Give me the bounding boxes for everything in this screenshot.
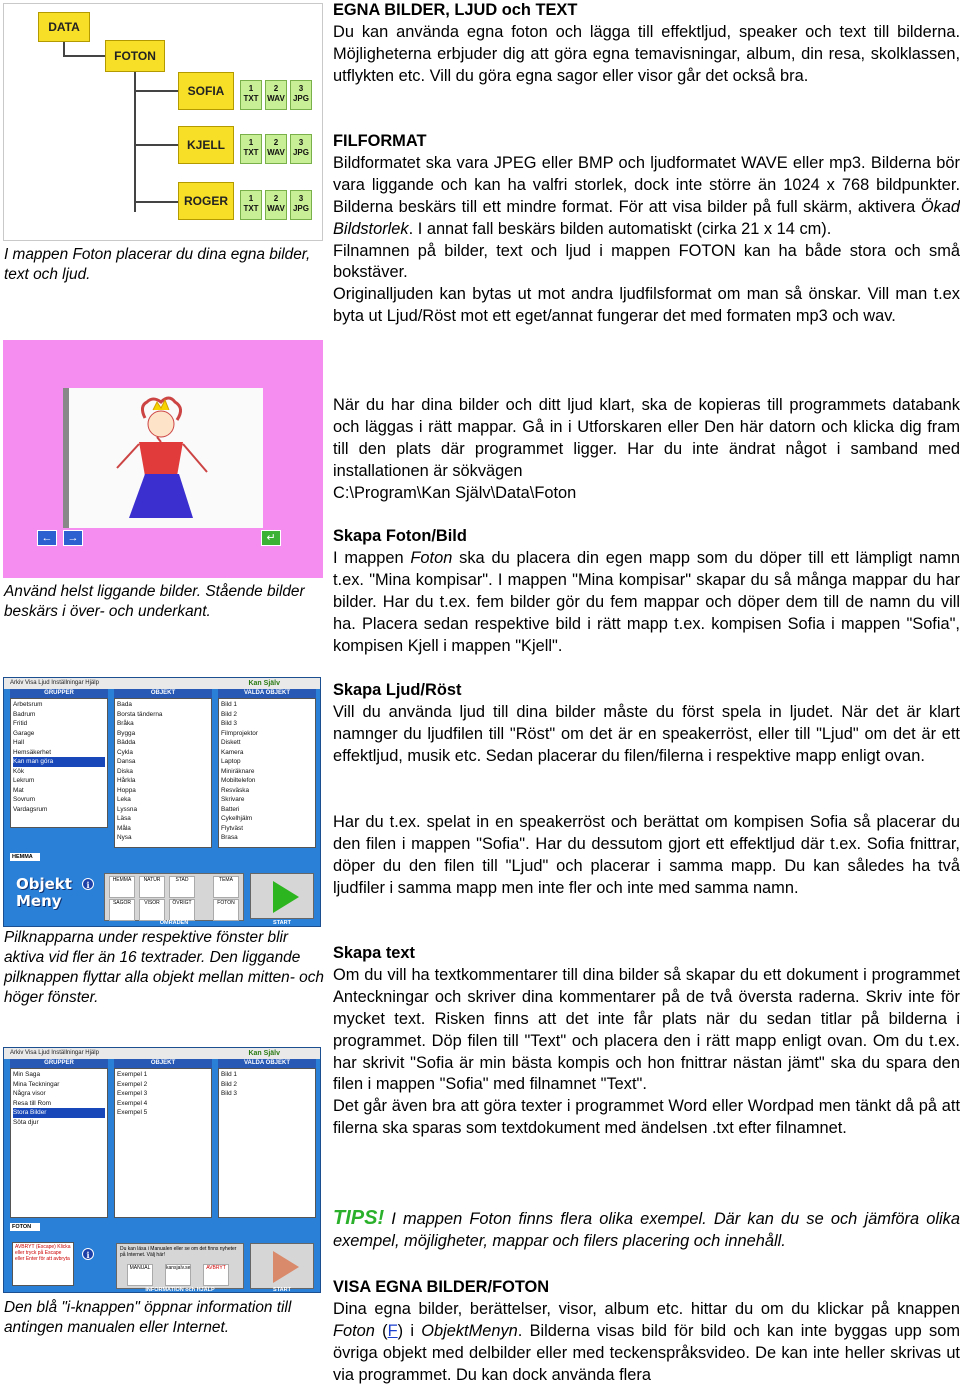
info-panel [116,1243,244,1289]
tile-wav: 2 WAV [265,134,287,164]
header-groups: GRUPPER [10,689,108,698]
object-item[interactable]: Bråka [117,720,134,727]
object-item[interactable]: Exempel 5 [117,1109,148,1116]
chosen-item[interactable]: Filmprojektor [221,729,258,737]
chosen-item[interactable]: Bild 1 [221,1071,237,1078]
group-item[interactable]: Min Saga [13,1071,40,1078]
chosen-item[interactable]: Bild 3 [221,720,237,727]
hemma-button[interactable]: HEMMA [109,876,135,898]
install-path: C:\Program\Kan Själv\Data\Foton [333,483,577,502]
group-item[interactable]: Sovrum [13,796,36,803]
area-label: FOTON [10,1223,40,1231]
tile-txt: 1 TXT [240,80,262,110]
chosen-item[interactable]: Bild 2 [221,1080,237,1088]
folder-sofia: SOFIA [178,72,234,110]
group-item[interactable]: Arbetsrum [13,701,43,708]
cancel-note: AVBRYT (Escape) Klicka eller tryck på Escape eller Enter för att avbryta [12,1242,74,1286]
section-intro [333,0,960,88]
object-item[interactable]: Bygga [117,729,136,737]
paragraph: Originalljuden kan bytas ut mot andra ljudfilsformat om man så önskar. Vill man t.ex byta ut Ljud/Röst mot ett eget/annat fungerar det med formaten mp3 och wav. [333,285,960,326]
tile-jpg: 3 JPG [290,134,312,164]
section-heading: EGNA BILDER, LJUD och TEXT [333,1,578,19]
group-item[interactable]: Fritid [13,720,28,727]
groups-list[interactable] [10,698,108,828]
sagor-button[interactable]: SAGOR [109,899,135,921]
object-item[interactable]: Exempel 3 [117,1090,148,1097]
caption-screen2: Den blå "i-knappen" öppnar information till antingen manualen eller Internet. [4,1299,292,1336]
object-item[interactable]: Dansa [117,758,136,765]
chosen-item[interactable]: Miniräknare [221,767,255,775]
object-item[interactable]: Leka [117,796,131,803]
object-item[interactable]: Hoppa [117,786,136,794]
object-item[interactable]: Exempel 1 [117,1071,148,1078]
tile-txt: 1 TXT [240,134,262,164]
caption-picture: Använd helst liggande bilder. Stående bilder beskärs i över- och underkant. [4,583,305,620]
chosen-item[interactable]: Laptop [221,758,241,765]
object-item[interactable]: Måla [117,824,131,832]
chosen-item[interactable]: Resväska [221,786,250,794]
start-panel[interactable] [250,873,314,919]
chosen-item[interactable]: Skrivare [221,796,245,803]
section-filformat [333,131,960,328]
avbryt-button[interactable]: AVBRYT [203,1264,229,1286]
folder-data: DATA [38,12,90,42]
group-item[interactable]: Mina Teckningar [13,1080,60,1088]
play-icon [273,881,299,913]
chosen-item[interactable]: Diskett [221,739,241,746]
folder-roger: ROGER [178,182,234,220]
group-item[interactable]: Garage [13,729,35,737]
object-item[interactable]: Diska [117,767,133,775]
natur-button[interactable]: NATUR [139,876,165,898]
chosen-item[interactable]: Bild 1 [221,701,237,708]
section-heading: Skapa Foton/Bild [333,527,467,545]
paragraph: Dina egna bilder, berättelser, visor, album etc. hittar du om du klickar på knappen Foton (F) i ObjektMenyn. Bilderna visas bild för bild och kan inte byggas upp som övriga objekt med delbilder eller med teckenspråksvideo. De kan inte heller skrivas ut via programmet. Du kan dock använda flera [333,1299,960,1384]
folder-foton: FOTON [105,40,165,72]
objects-list[interactable] [114,1068,212,1218]
section-heading: Skapa Ljud/Röst [333,681,462,699]
paragraph: När du har dina bilder och ditt ljud klart, ska de kopieras till programmets databank och läggas i rätt mappar. Gå in i Utforskaren eller Den här datorn och klicka dig fram till den plats där programmet ligger. Har du inte ändrat något i samband med installationen är sökvägen [333,396,960,480]
group-item[interactable]: Stora Bilder [13,1108,105,1118]
objekt-meny-label: Objekt Meny [16,875,72,910]
example-picture [3,340,323,578]
stad-button[interactable]: STAD [169,876,195,898]
paragraph: Du kan använda egna foton och lägga till effektljud, speaker och text till bilderna. Möjligheterna erbjuder dig att göra egna temavisningar, album, din resa, skolklassen, utflykten etc. Vill du göra egna sagor eller visor går det också bra. [333,22,960,85]
group-item[interactable]: Vardagsrum [13,805,48,813]
object-item[interactable]: Borsta tänderna [117,710,163,718]
tema-button[interactable]: TEMA [213,876,239,898]
sketchbook-drawing [63,388,263,528]
caption-screen1: Pilknapparna under respektive fönster blir aktiva vid fler än 16 textrader. Den liggande pilknappen flyttar alla objekt mellan mitten- och höger fönster. [4,929,324,1006]
tile-jpg: 3 JPG [290,80,312,110]
tile-wav: 2 WAV [265,80,287,110]
folder-diagram [3,3,323,241]
caption-diagram: I mappen Foton placerar du dina egna bilder, text och ljud. [4,246,311,283]
chosen-item[interactable]: Flytväst [221,824,244,832]
objects-list[interactable] [114,698,212,848]
chosen-list[interactable] [218,698,316,848]
section-skapa-text [333,943,960,1140]
object-item[interactable]: Läsa [117,815,131,822]
section-skapa-foton [333,526,960,657]
footer-start: START [273,920,291,926]
web-button[interactable]: kansjalv.se [165,1264,191,1286]
chosen-item[interactable]: Kamera [221,748,244,756]
group-item[interactable]: Några visor [13,1090,46,1097]
header-chosen: VALDA OBJEKT [218,689,316,698]
manual-button[interactable]: MANUAL [127,1264,153,1286]
ovrigt-button[interactable]: ÖVRIGT [169,899,195,921]
group-item[interactable]: Hall [13,739,25,746]
tips-paragraph: TIPS! I mappen Foton finns flera olika exempel. Där kan du se och jämföra olika exempel, möjligheter, mappar och filers placering och innehåll. [333,1207,960,1250]
section-copy [333,395,960,505]
group-item[interactable]: Resa till Rom [13,1099,51,1107]
chosen-item[interactable]: Brasa [221,834,238,841]
object-item[interactable]: Lyssna [117,805,138,813]
section-heading: Skapa text [333,944,415,962]
area-label: HEMMA [10,853,40,861]
footer-info: INFORMATION och HJÄLP [145,1287,215,1293]
app-logo: Kan Själv [248,680,280,687]
paragraph: I mappen Foton ska du placera din egen mapp som du döper till ett lämpligt namn t.ex. "Mina kompisar". I mappen "Mina kompisar" skapar du så många mappar du har bilder. Har du t.ex. fem bilder gör du fem mappar och döper dem till de namn du vill ha. Placera sedan respektive bild i rätt mapp t.ex. kompisen Sofia i mappen "Sofia", kompisen Kjell i mappen "Kjell". [333,548,960,655]
app-logo: Kan Själv [248,1050,280,1057]
info-text: Du kan läsa i Manualen eller se om det finns nyheter på Internet. Välj här! [120,1246,237,1258]
object-item[interactable]: Exempel 4 [117,1099,148,1107]
group-item[interactable]: Mat [13,786,24,794]
chosen-item[interactable]: Mobiltelefon [221,777,256,784]
paragraph: Om du vill ha textkommentarer till dina bilder så skapar du ett dokument i programmet Anteckningar och skriver dina kommentarer på de två översta raderna. Skriv inte för mycket text. Risken finns att det inte får plats när du sedan titlar på bilderna i programmet. Döp filen till "Text" och placera den i rätt mapp enligt ovan. Om du t.ex. har skrivit "Sofia är min bästa kompis och hon fnittrar nästan jämt" ska du spara den filen i mappen "Sofia" med filnamnet "Text". [333,965,960,1094]
foton-key-link[interactable]: F [387,1321,398,1340]
group-item[interactable]: Söta djur [13,1118,39,1126]
info-icon[interactable]: i [82,878,94,890]
group-item[interactable]: Badrum [13,710,36,718]
arrow-right-button[interactable]: → [63,530,83,546]
footer-omraden: OMRÅDEN [159,920,189,926]
chosen-item[interactable]: Bild 3 [221,1090,237,1097]
section-skapa-ljud [333,680,960,768]
header-chosen: VALDA OBJEKT [218,1059,316,1068]
play-icon [273,1251,299,1283]
paragraph: Det går även bra att göra texter i programmet Word eller Wordpad men tänkt då på att filerna ska sparas som textdokument med ändelsen .txt efter filnamnet. [333,1097,960,1138]
arrow-left-button[interactable]: ← [37,530,57,546]
start-panel[interactable] [250,1243,314,1289]
app-screenshot-foton [3,1047,321,1293]
groups-list[interactable] [10,1068,108,1218]
paragraph: Filnamnen på bilder, text och ljud i mappen FOTON kan ha både stora och små bokstäver. [333,241,960,282]
header-groups: GRUPPER [10,1059,108,1068]
menu-bar: Arkiv Visa Ljud Inställningar Hjälp [4,1048,320,1059]
folder-kjell: KJELL [178,126,234,164]
chosen-item[interactable]: Bild 2 [221,710,237,718]
chosen-list[interactable] [218,1068,316,1218]
object-item[interactable]: Hårkla [117,777,136,784]
section-heading: VISA EGNA BILDER/FOTON [333,1278,550,1296]
enter-button[interactable]: ↵ [261,530,281,546]
tile-jpg: 3 JPG [290,190,312,220]
paragraph: Vill du använda ljud till dina bilder måste du först spela in ljudet. När det är klart namnger du ljudfilen till "Röst" om det är en speakerröst, eller till "Ljud" om det är ett effektljud, musik etc. Sedan placerar du filen/filerna i respektive mapp enligt ovan. [333,702,960,765]
paragraph: Har du t.ex. spelat in en speakerröst och berättat om kompisen Sofia så placerar du den filen i mappen "Sofia". Har du dessutom gjort ett effektljud där t.ex. Sofia fnittrar, döper du den filen till "Ljud" och placerar i samma mapp. Du kan således ha två ljudfiler i samma mapp men inte fler och inte med samma namn. [333,813,960,897]
visor-button[interactable]: VISOR [139,899,165,921]
object-item[interactable]: Exempel 2 [117,1080,148,1088]
group-item[interactable]: Lekrum [13,777,35,784]
object-item[interactable]: Cykla [117,748,133,756]
section-heading: FILFORMAT [333,132,427,150]
group-item[interactable]: Kök [13,767,25,775]
chosen-item[interactable]: Batteri [221,805,240,813]
header-objects: OBJEKT [114,689,212,698]
group-item[interactable]: Hemsäkerhet [13,748,52,756]
chosen-item[interactable]: Cykelhjälm [221,815,253,822]
tips-label: TIPS! [333,1207,385,1229]
object-item[interactable]: Bada [117,701,132,708]
footer-start: START [273,1287,291,1293]
foton-button[interactable]: FOTON [213,899,239,921]
info-icon[interactable]: i [82,1248,94,1260]
object-item[interactable]: Nysa [117,834,132,841]
area-icons-panel [104,873,244,921]
section-ljud-example [333,812,960,900]
object-item[interactable]: Bädda [117,739,136,746]
menu-bar: Arkiv Visa Ljud Inställningar Hjälp [4,678,320,689]
app-screenshot-objektmeny [3,677,321,927]
group-item[interactable]: Kan man göra [13,757,105,767]
paragraph: Bildformatet ska vara JPEG eller BMP och ljudformatet WAVE eller mp3. Bilderna bör vara liggande och kan ha valfri storlek, dock inte större än 1024 x 768 bildpunkter. Bilderna beskärs till ett mindre format. För att visa bilder på full skärm, aktivera Ökad Bildstorlek. I annat fall beskärs bilden automatiskt (cirka 21 x 14 cm). [333,153,960,238]
header-objects: OBJEKT [114,1059,212,1068]
section-visa [333,1277,960,1387]
tile-wav: 2 WAV [265,190,287,220]
section-tips [333,1208,960,1253]
tile-txt: 1 TXT [240,190,262,220]
